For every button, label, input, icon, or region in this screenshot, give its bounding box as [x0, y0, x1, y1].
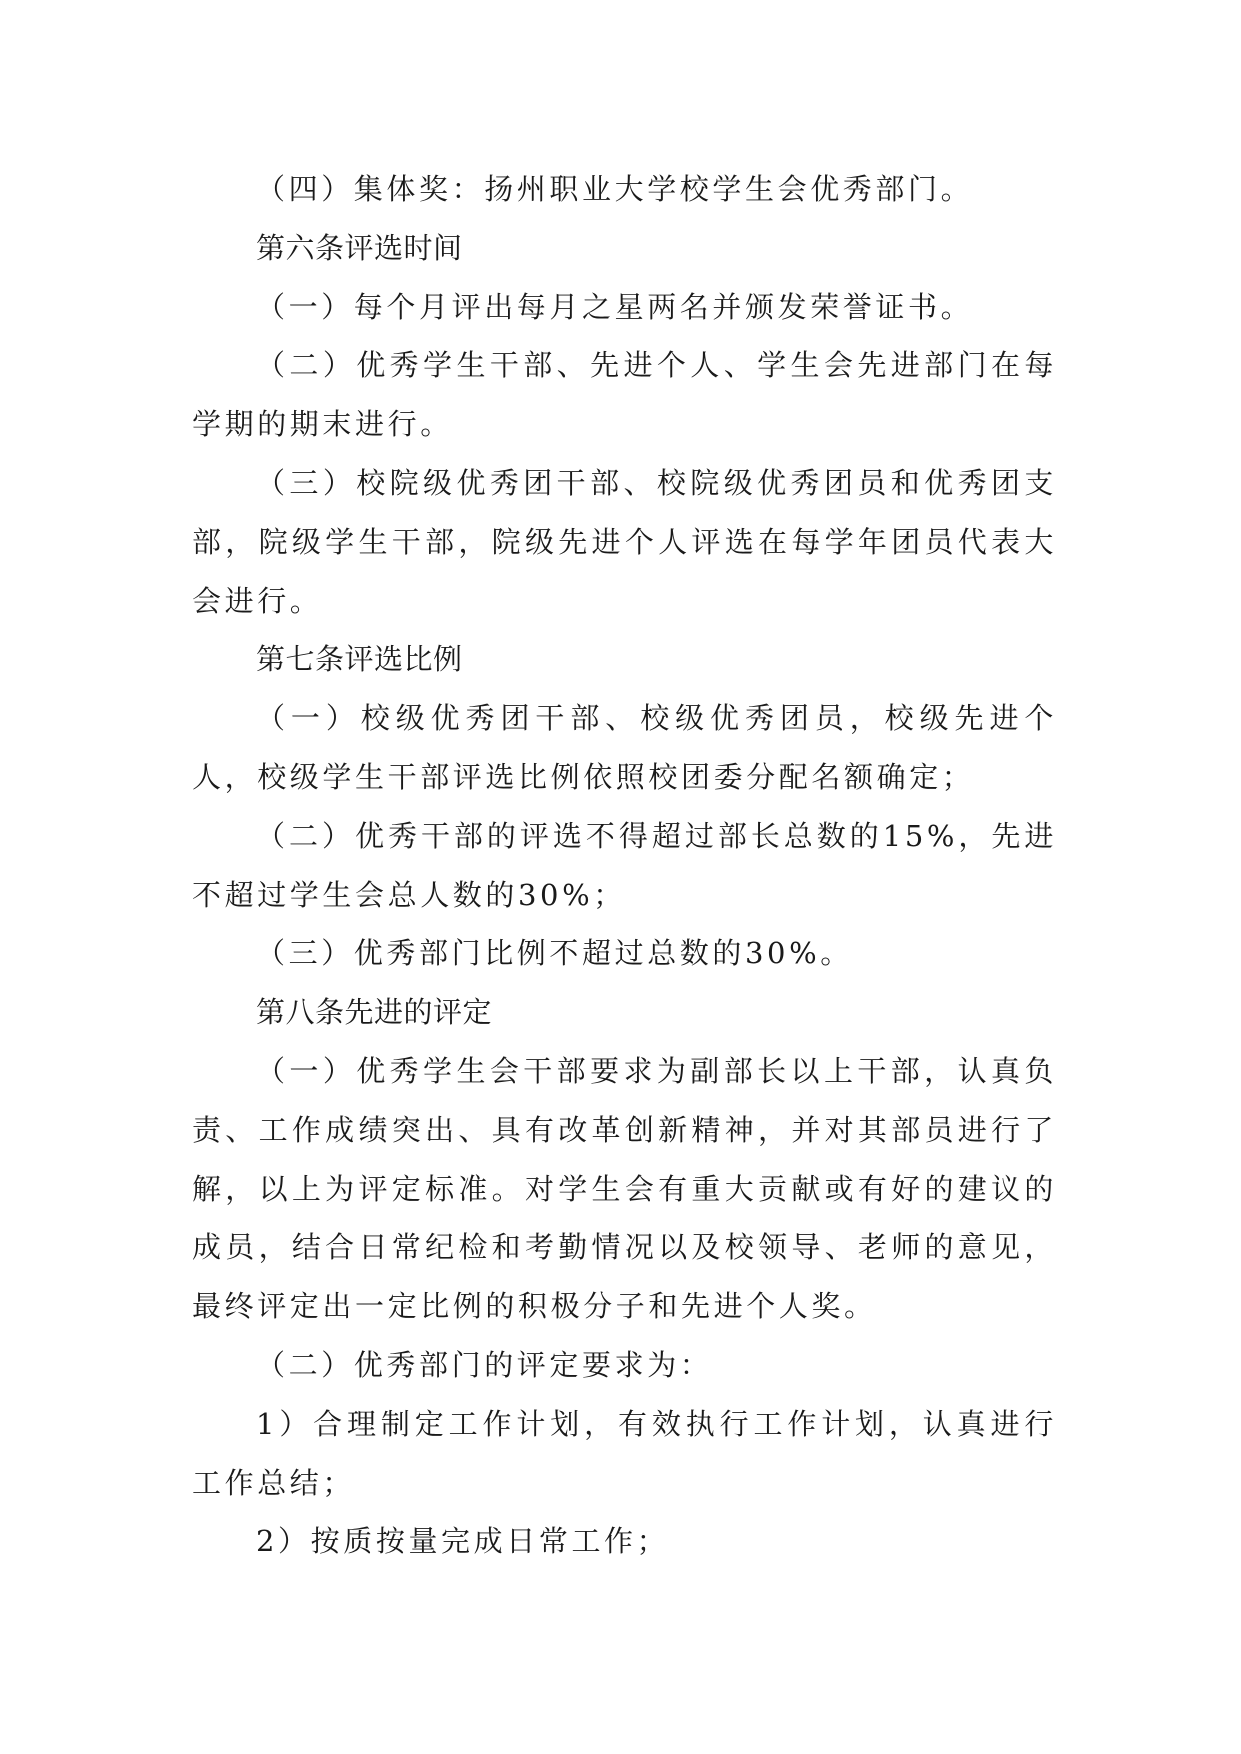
paragraph-department-ratio: （三）优秀部门比例不超过总数的30%。: [256, 936, 853, 971]
paragraph-criteria-2: 2）按质按量完成日常工作；: [256, 1524, 670, 1559]
paragraph-league-selection: （三）校院级优秀团干部、校院级优秀团员和优秀团支部，院级学生干部，院级先进个人评选在每学年团员代表大会进行。: [192, 465, 1057, 618]
paragraph-cadre-criteria: （一）优秀学生会干部要求为副部长以上干部，认真负责、工作成绩突出、具有改革创新精神，并对其部员进行了解，以上为评定标准。对学生会有重大贡献或有好的建议的成员，结合日常纪检和考勤情况以及校领导、老师的意见，最终评定出一定比例的积极分子和先进个人奖。: [192, 1053, 1057, 1324]
paragraph-school-quota: （一）校级优秀团干部、校级优秀团员，校级先进个人，校级学生干部评选比例依照校团委分配名额确定；: [192, 701, 1057, 794]
paragraph-criteria-1: 1）合理制定工作计划，有效执行工作计划，认真进行工作总结；: [192, 1406, 1057, 1500]
article-7-heading: 第七条评选比例: [256, 642, 463, 677]
document-body: [192, 160, 1057, 1571]
paragraph-semester-selection: （二）优秀学生干部、先进个人、学生会先进部门在每学期的期末进行。: [192, 348, 1057, 442]
paragraph-cadre-ratio: （二）优秀干部的评选不得超过部长总数的15%，先进不超过学生会总人数的30%；: [192, 818, 1057, 912]
article-8-heading: 第八条先进的评定: [256, 995, 493, 1030]
article-6-heading: 第六条评选时间: [256, 230, 463, 265]
paragraph-collective-award: （四）集体奖：扬州职业大学校学生会优秀部门。: [256, 172, 974, 206]
paragraph-department-criteria-intro: （二）优秀部门的评定要求为：: [256, 1347, 713, 1382]
paragraph-monthly-star: （一）每个月评出每月之星两名并颁发荣誉证书。: [256, 289, 974, 324]
